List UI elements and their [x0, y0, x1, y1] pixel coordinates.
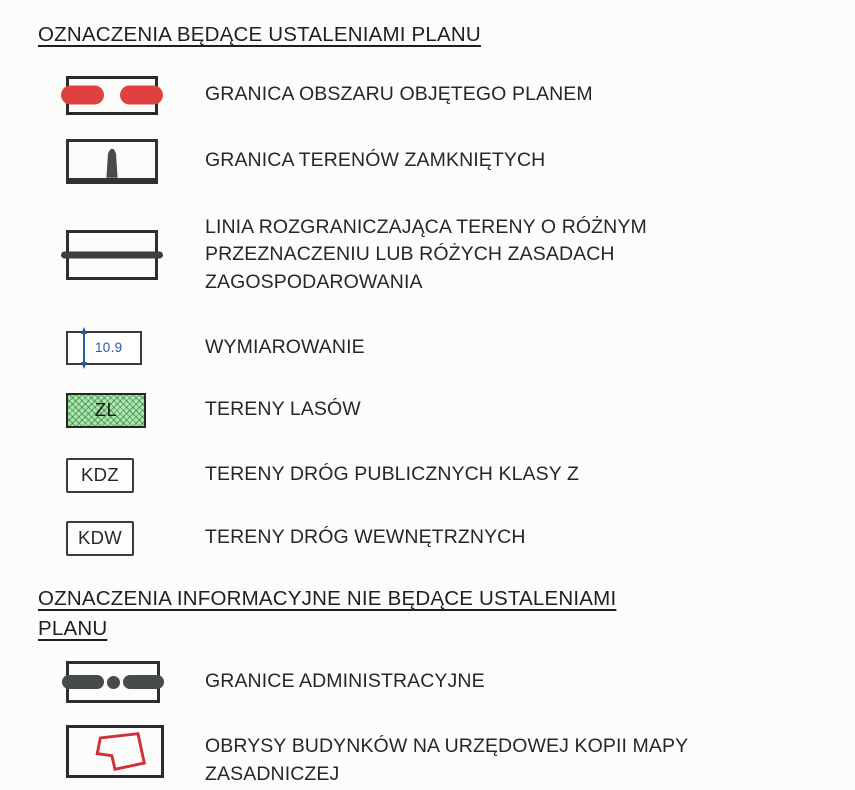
section-title-line: OZNACZENIA BĘDĄCE USTALENIAMI PLANU: [38, 23, 481, 46]
legend-label: [205, 524, 526, 552]
section-title-informational: [38, 584, 855, 643]
legend-label-line: ZASADNICZEJ: [205, 762, 340, 785]
legend-row-dividing-line: [38, 214, 855, 297]
legend-label-line: TERENY LASÓW: [205, 398, 361, 421]
legend-row-public-roads: [38, 458, 855, 493]
section-title-line: PLANU: [38, 616, 108, 640]
zone-code: KDZ: [81, 464, 119, 486]
symbol-cell: [38, 725, 205, 790]
legend-row-plan-area-boundary: [38, 76, 855, 115]
legend-row-dimensioning: [38, 331, 855, 365]
dot-icon: [107, 676, 120, 689]
building-outlines-symbol-group: [66, 725, 164, 790]
thick-line-icon: [61, 252, 163, 259]
legend-label: [205, 733, 688, 788]
legend-label: [205, 396, 361, 424]
legend-row-closed-areas-boundary: [38, 139, 855, 184]
section-title-plan-determinations: [38, 20, 855, 50]
forest-areas-icon: [66, 393, 146, 428]
internal-roads-code-box: [66, 521, 134, 556]
legend-label: [205, 668, 485, 696]
symbol-cell: [38, 458, 205, 493]
legend-label: [205, 81, 593, 109]
legend-label-line: ZAGOSPODAROWANIA: [205, 271, 423, 294]
dividing-line-icon: [66, 230, 158, 280]
symbol-cell: [38, 331, 205, 365]
dash-dot-dash-icon: [62, 675, 164, 689]
public-roads-code-box: [66, 458, 134, 493]
legend-row-administrative-boundaries: [38, 661, 855, 703]
legend-row-internal-roads: [38, 521, 855, 556]
legend-label-line: GRANICA TERENÓW ZAMKNIĘTYCH: [205, 149, 546, 172]
symbol-cell: [38, 139, 205, 184]
symbol-cell: [38, 521, 205, 556]
dimensioning-icon: [66, 331, 142, 365]
legend-label-line: WYMIAROWANIE: [205, 335, 365, 358]
dash-icon: [123, 675, 165, 689]
legend-label: [205, 147, 545, 175]
legend-row-forest-areas: [38, 393, 855, 428]
legend-label: [205, 461, 579, 489]
legend-label-line: GRANICA OBSZARU OBJĘTEGO PLANEM: [205, 83, 593, 106]
red-dash-icon: [120, 86, 163, 105]
legend-label-line: TERENY DRÓG WEWNĘTRZNYCH: [205, 526, 526, 549]
boundary-marker-icon: [102, 149, 122, 178]
legend-label-line: OBRYSY BUDYNKÓW NA URZĘDOWEJ KOPII MAPY: [205, 735, 689, 758]
zone-code: KDW: [77, 527, 123, 549]
closed-areas-boundary-icon: [66, 139, 158, 184]
red-dash-icon: [61, 86, 104, 105]
legend-label-line: TERENY DRÓG PUBLICZNYCH KLASY Z: [205, 463, 580, 486]
legend-label-line: LINIA ROZGRANICZAJĄCA TERENY O RÓŻNYM: [205, 215, 647, 238]
legend-label: [205, 334, 365, 362]
dash-icon: [62, 675, 104, 689]
plan-area-boundary-icon: [66, 76, 158, 115]
legend-label: [205, 214, 647, 297]
dimension-arrow-icon: [83, 329, 85, 367]
dimension-value: 10.9: [95, 340, 123, 356]
symbol-cell: [38, 76, 205, 115]
symbol-cell: [38, 393, 205, 428]
legend-row-building-outlines: [38, 725, 855, 790]
legend-label-line: GRANICE ADMINISTRACYJNE: [205, 670, 485, 693]
building-footprint-icon: [69, 728, 161, 775]
section-title-line: OZNACZENIA INFORMACYJNE NIE BĘDĄCE USTALENIAMI: [38, 586, 617, 610]
legend-label-line: PRZEZNACZENIU LUB RÓŻYCH ZASADACH: [205, 243, 615, 266]
administrative-boundaries-icon: [66, 661, 160, 703]
zone-code: ZL: [94, 399, 118, 421]
symbol-cell: [38, 230, 205, 280]
symbol-cell: [38, 661, 205, 703]
building-outline-icon: [66, 725, 164, 778]
